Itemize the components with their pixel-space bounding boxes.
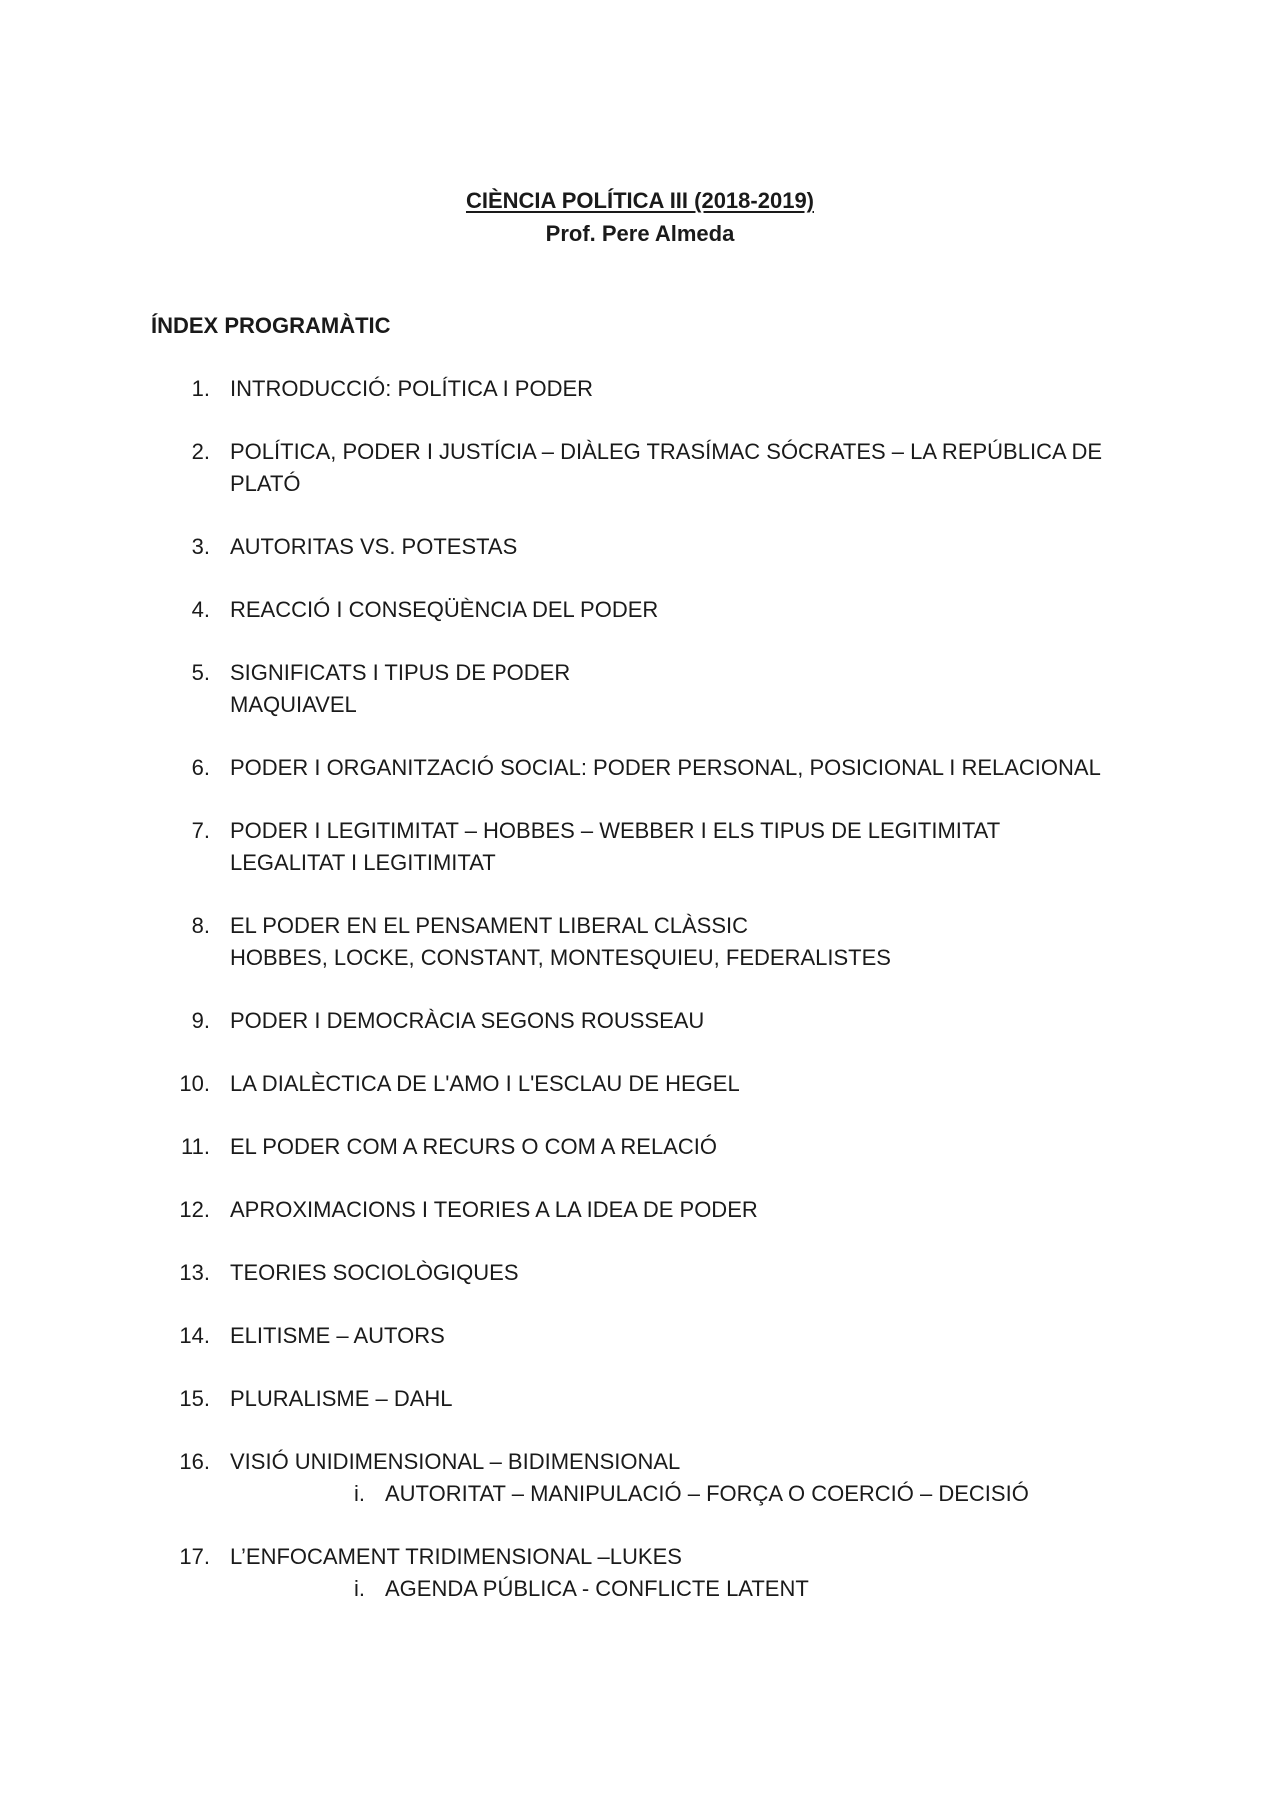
toc-item-number: 5. — [191, 660, 210, 685]
toc-item-text — [230, 657, 1080, 721]
toc-item-line: LEGALITAT I LEGITIMITAT — [230, 850, 496, 875]
toc-item-text — [230, 1194, 1080, 1226]
toc-item-line: AUTORITAS VS. POTESTAS — [230, 534, 518, 559]
toc-item-number: 3. — [191, 534, 210, 559]
toc-item-line: PLURALISME – DAHL — [230, 1386, 453, 1411]
toc-item-line: PLATÓ — [230, 471, 301, 496]
toc-item-number: 13. — [179, 1260, 210, 1285]
toc-subitem — [0, 1573, 1280, 1605]
toc-item-number: 4. — [191, 597, 210, 622]
toc-item-line: PODER I DEMOCRÀCIA SEGONS ROUSSEAU — [230, 1008, 705, 1033]
toc-item — [0, 1320, 1280, 1352]
toc-item — [0, 1446, 1280, 1510]
toc-item-text — [230, 436, 1103, 500]
toc-subitem-number: i. — [354, 1576, 365, 1601]
toc-subitem-number: i. — [354, 1481, 365, 1506]
toc-item-line: INTRODUCCIÓ: POLÍTICA I PODER — [230, 376, 594, 401]
toc-item-text — [230, 373, 1080, 405]
toc-item-line: LA DIALÈCTICA DE L'AMO I L'ESCLAU DE HEGEL — [230, 1071, 740, 1096]
toc-item-text — [230, 594, 1080, 626]
toc-item-number: 15. — [179, 1386, 210, 1411]
toc-item-line: ELITISME – AUTORS — [230, 1323, 445, 1348]
toc-item-text — [230, 752, 1101, 784]
toc-item-text — [230, 1446, 1080, 1478]
toc-item — [0, 815, 1280, 879]
toc-item-line: PODER I LEGITIMITAT – HOBBES – WEBBER I ELS TIPUS DE LEGITIMITAT — [230, 818, 1001, 843]
toc-item — [0, 1131, 1280, 1163]
toc-item — [0, 594, 1280, 626]
toc-item-number: 8. — [191, 913, 210, 938]
toc-item-text — [230, 1068, 1080, 1100]
toc-item-number: 17. — [179, 1544, 210, 1569]
toc-item-text — [230, 531, 1080, 563]
toc-item-line: SIGNIFICATS I TIPUS DE PODER — [230, 660, 571, 685]
toc-item-text — [230, 1320, 1080, 1352]
toc-item-line: VISIÓ UNIDIMENSIONAL – BIDIMENSIONAL — [230, 1449, 681, 1474]
document-header — [0, 184, 1280, 250]
toc-subitem-text: AUTORITAT – MANIPULACIÓ – FORÇA O COERCIÓ – DECISIÓ — [385, 1481, 1029, 1506]
toc-item-number: 10. — [179, 1071, 210, 1096]
toc-item-number: 1. — [191, 376, 210, 401]
toc-item-line: MAQUIAVEL — [230, 692, 357, 717]
toc-item-text — [230, 1541, 1080, 1573]
toc-subitem — [0, 1478, 1280, 1510]
toc-item — [0, 910, 1280, 974]
toc-item-line: TEORIES SOCIOLÒGIQUES — [230, 1260, 519, 1285]
toc-item-line: PODER I ORGANITZACIÓ SOCIAL: PODER PERSONAL, POSICIONAL I RELACIONAL — [230, 755, 1101, 780]
toc-item — [0, 1257, 1280, 1289]
section-heading: ÍNDEX PROGRAMÀTIC — [151, 313, 391, 338]
toc-item-number: 9. — [191, 1008, 210, 1033]
toc-item-line: REACCIÓ I CONSEQÜÈNCIA DEL PODER — [230, 597, 659, 622]
toc-item-number: 16. — [179, 1449, 210, 1474]
toc-item-text — [230, 1005, 1080, 1037]
toc-item-text — [230, 910, 1080, 974]
table-of-contents — [0, 373, 1280, 1636]
toc-item — [0, 436, 1280, 500]
toc-item — [0, 1541, 1280, 1605]
toc-item-line: L’ENFOCAMENT TRIDIMENSIONAL –LUKES — [230, 1544, 682, 1569]
toc-item-text — [230, 1257, 1080, 1289]
toc-item-text — [230, 1131, 1080, 1163]
toc-item-text — [230, 1383, 1080, 1415]
toc-item — [0, 1383, 1280, 1415]
toc-item-number: 14. — [179, 1323, 210, 1348]
toc-item — [0, 531, 1280, 563]
toc-item-number: 6. — [191, 755, 210, 780]
toc-item — [0, 752, 1280, 784]
toc-item — [0, 1194, 1280, 1226]
toc-item-number: 7. — [191, 818, 210, 843]
toc-item-number: 12. — [179, 1197, 210, 1222]
toc-item-number: 11. — [181, 1134, 210, 1159]
toc-item — [0, 1068, 1280, 1100]
toc-subitem-text: AGENDA PÚBLICA - CONFLICTE LATENT — [385, 1576, 809, 1601]
toc-item-text — [230, 815, 1080, 879]
toc-item — [0, 373, 1280, 405]
toc-item-line: EL PODER COM A RECURS O COM A RELACIÓ — [230, 1134, 717, 1159]
toc-item — [0, 657, 1280, 721]
toc-item-line: POLÍTICA, PODER I JUSTÍCIA – DIÀLEG TRASÍMAC SÓCRATES – LA REPÚBLICA DE — [230, 439, 1103, 464]
toc-item — [0, 1005, 1280, 1037]
toc-item-line: EL PODER EN EL PENSAMENT LIBERAL CLÀSSIC — [230, 913, 748, 938]
toc-item-number: 2. — [191, 439, 210, 464]
toc-item-line: HOBBES, LOCKE, CONSTANT, MONTESQUIEU, FEDERALISTES — [230, 945, 891, 970]
document-title: CIÈNCIA POLÍTICA III (2018-2019) — [465, 188, 814, 213]
document-author: Prof. Pere Almeda — [545, 221, 735, 246]
toc-item-line: APROXIMACIONS I TEORIES A LA IDEA DE PODER — [230, 1197, 758, 1222]
